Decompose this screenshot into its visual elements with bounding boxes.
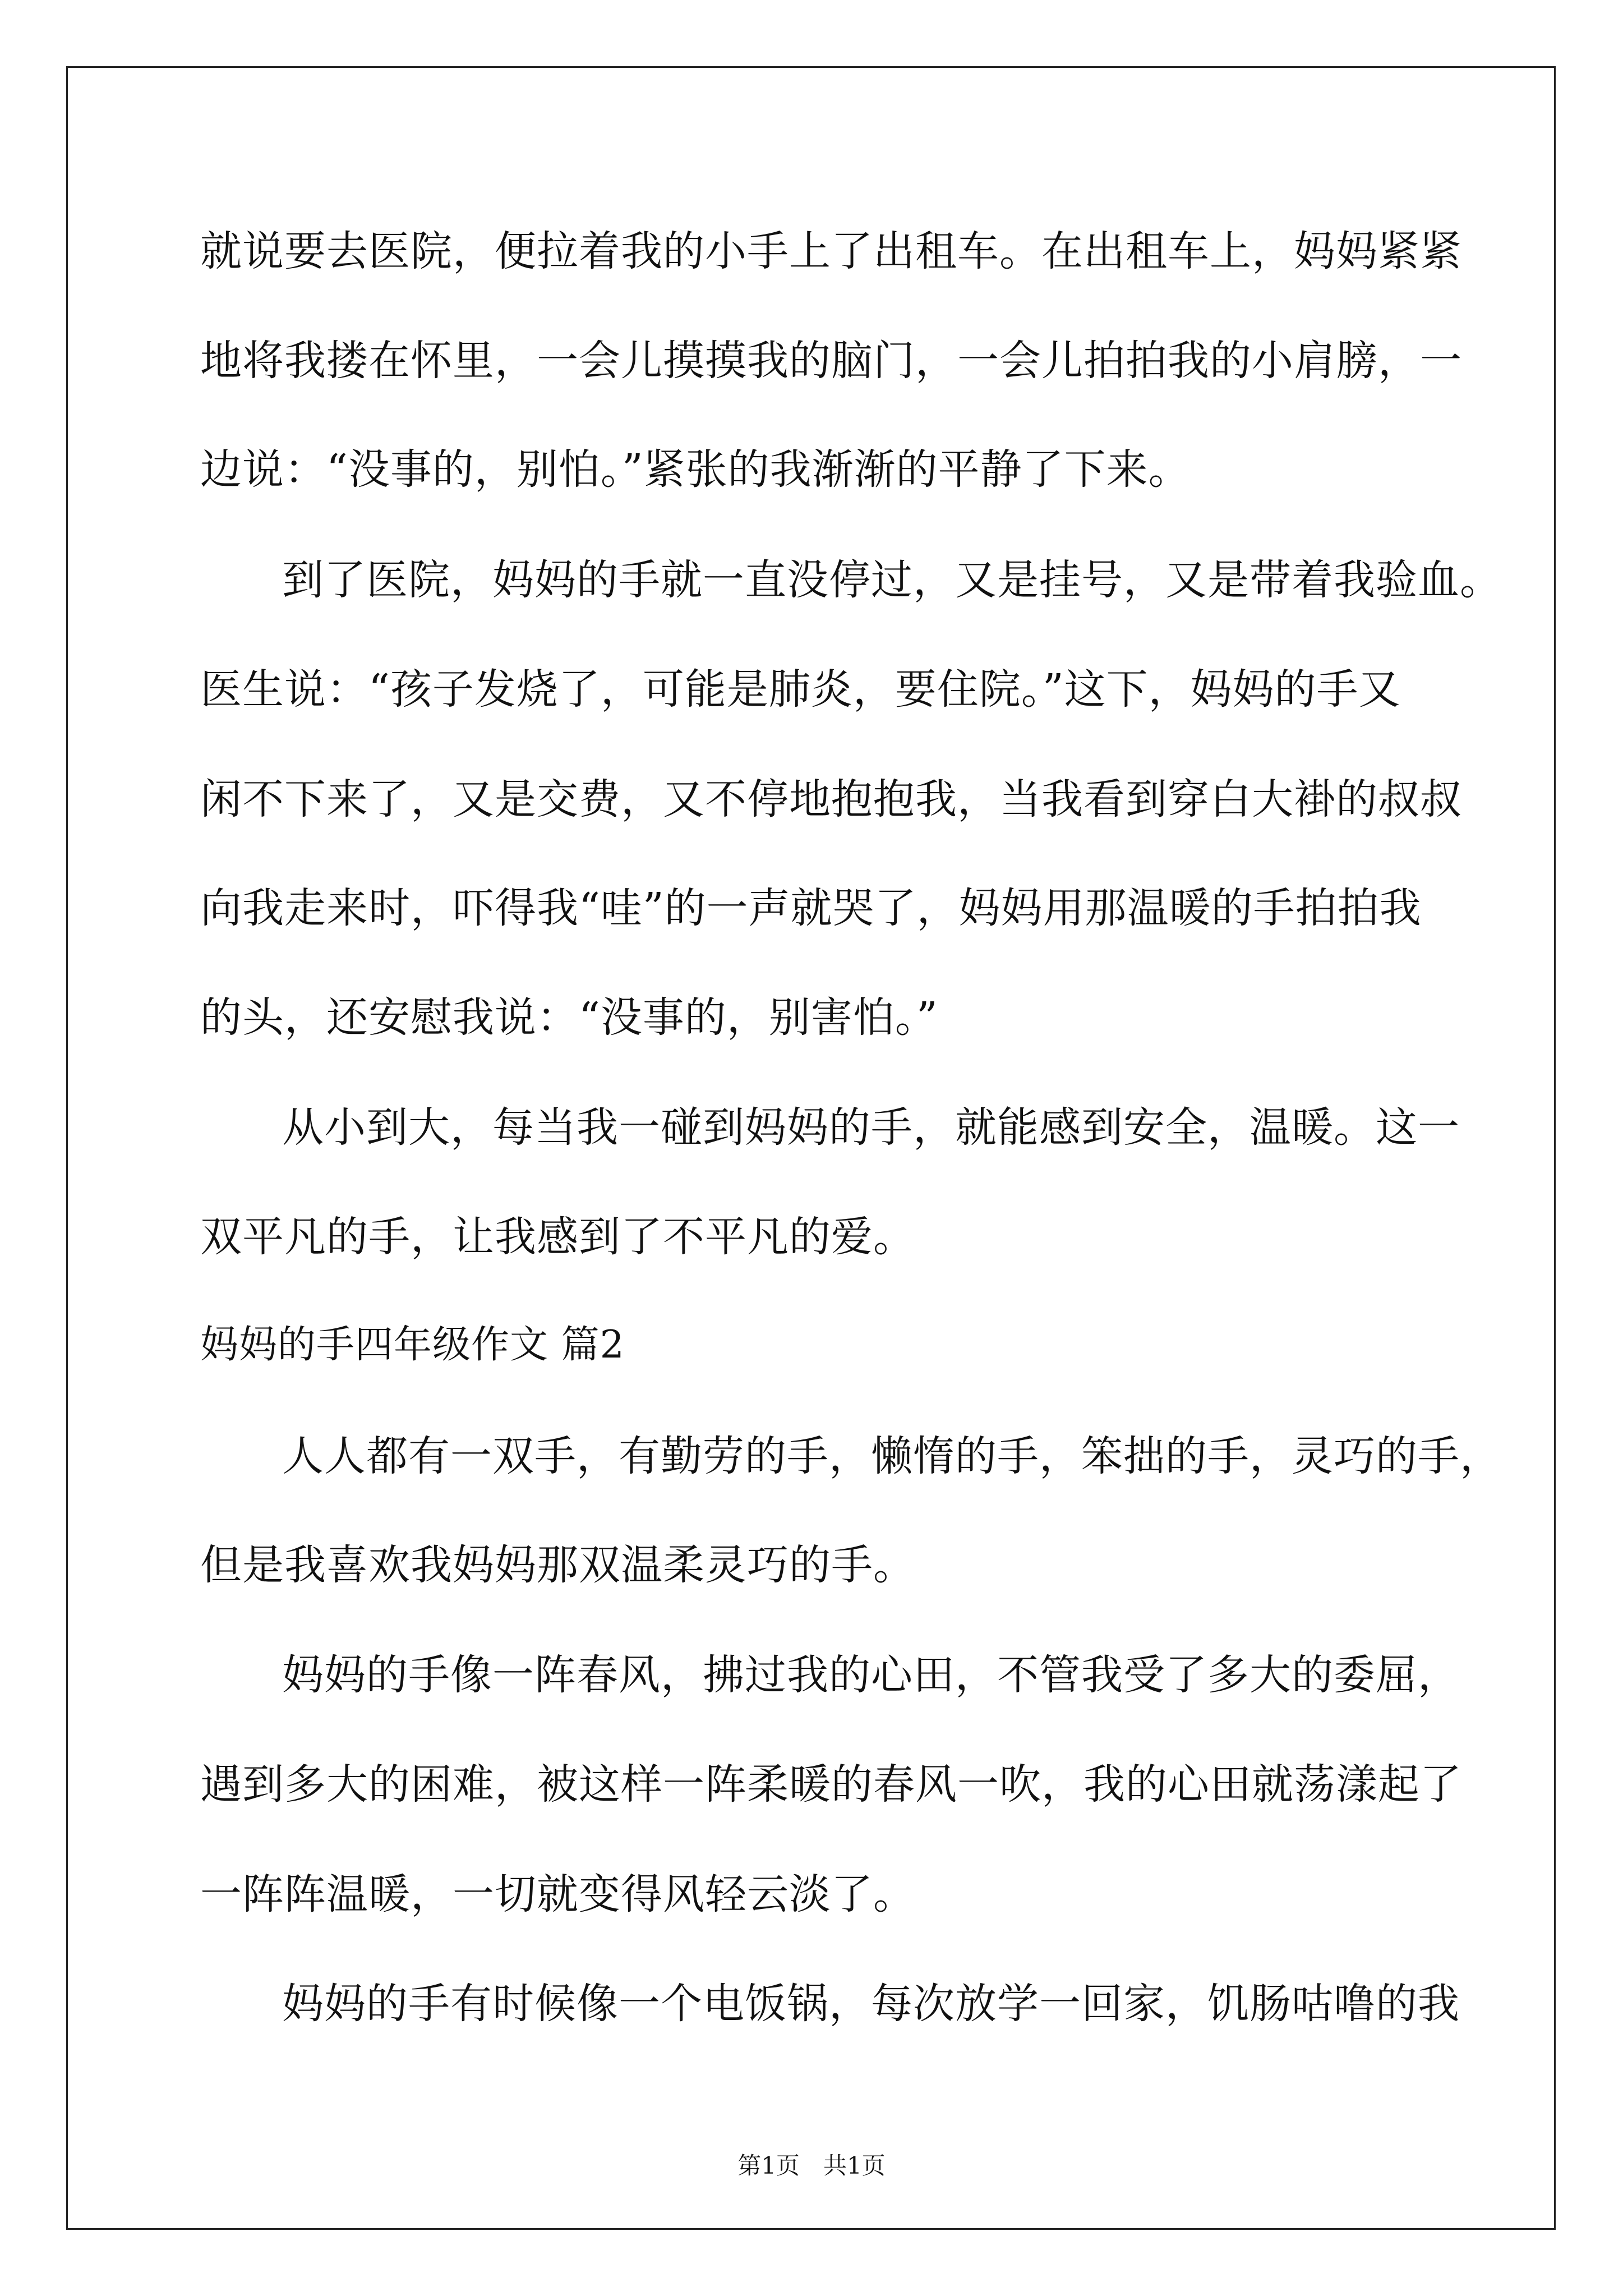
paragraph-line: 从小到大，每当我一碰到妈妈的手，就能感到安全，温暖。这一 <box>282 1103 1460 1152</box>
paragraph-line: 遇到多大的困难，被这样一阵柔暖的春风一吹，我的心田就荡漾起了 <box>200 1760 1462 1809</box>
paragraph-line: 到了医院，妈妈的手就一直没停过，又是挂号，又是带着我验血。 <box>282 556 1502 604</box>
paragraph-line: 就说要去医院，便拉着我的小手上了出租车。在出租车上，妈妈紧紧 <box>200 227 1462 275</box>
paragraph-line: 但是我喜欢我妈妈那双温柔灵巧的手。 <box>200 1541 915 1589</box>
paragraph-line: 闲不下来了，又是交费，又不停地抱抱我，当我看到穿白大褂的叔叔 <box>200 775 1462 823</box>
paragraph-line: 医生说：“孩子发烧了，可能是肺炎，要住院。”这下，妈妈的手又 <box>200 665 1401 714</box>
page-footer: 第1页 共1页 <box>737 2152 886 2179</box>
paragraph-line: 人人都有一双手，有勤劳的手，懒惰的手，笨拙的手，灵巧的手， <box>282 1432 1502 1480</box>
section-heading: 妈妈的手四年级作文 篇2 <box>200 1323 625 1367</box>
paragraph-line: 一阵阵温暖，一切就变得风轻云淡了。 <box>200 1870 915 1918</box>
paragraph-line: 妈妈的手有时候像一个电饭锅，每次放学一回家，饥肠咕噜的我 <box>282 1980 1460 2028</box>
paragraph-line: 地将我搂在怀里，一会儿摸摸我的脑门，一会儿拍拍我的小肩膀，一 <box>200 337 1462 385</box>
paragraph-line: 边说：“没事的，别怕。”紧张的我渐渐的平静了下来。 <box>200 445 1191 494</box>
paragraph-line: 妈妈的手像一阵春风，拂过我的心田，不管我受了多大的委屈， <box>282 1651 1460 1699</box>
paragraph-line: 双平凡的手，让我感到了不平凡的爱。 <box>200 1213 915 1261</box>
paragraph-line: 向我走来时，吓得我“哇”的一声就哭了，妈妈用那温暖的手拍拍我 <box>200 884 1422 932</box>
paragraph-line: 的头，还安慰我说：“没事的，别害怕。” <box>200 993 938 1042</box>
